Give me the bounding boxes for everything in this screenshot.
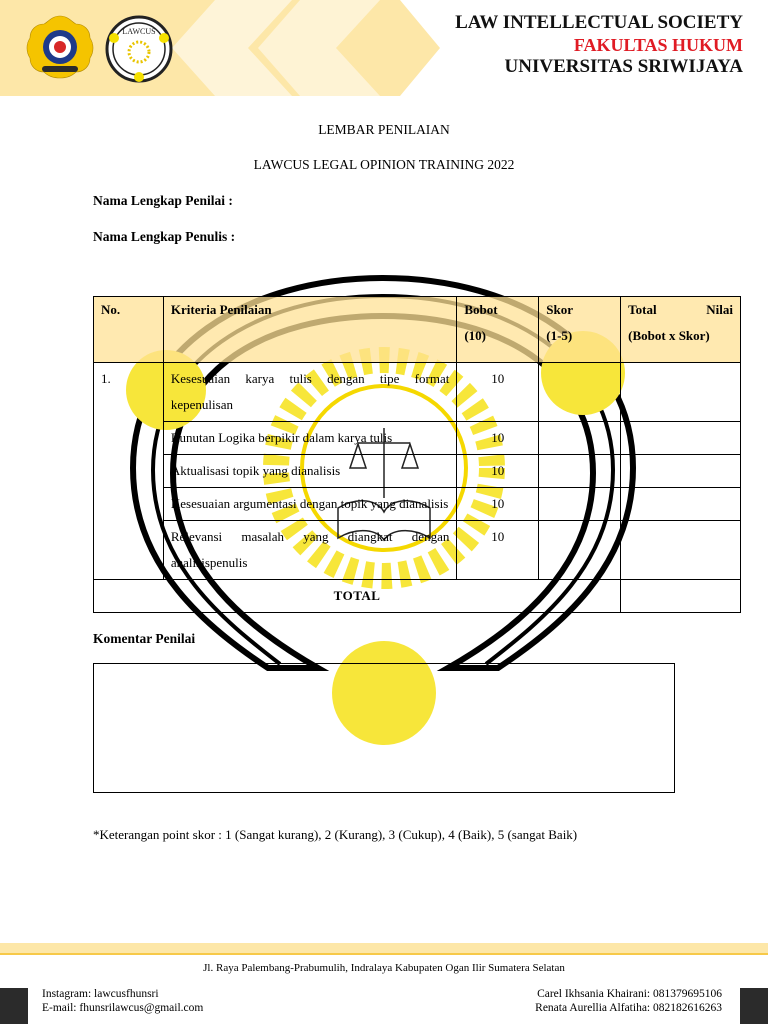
weight-cell: 10	[457, 521, 539, 580]
weight-cell: 10	[457, 422, 539, 455]
footer-address: Jl. Raya Palembang-Prabumulih, Indralaya Kabupaten Ogan Ilir Sumatera Selatan	[203, 962, 565, 974]
weight-cell: 10	[457, 455, 539, 488]
criteria-cell: Relevansi masalah yang diangkat dengan analisispenulis	[163, 521, 456, 580]
header-weight: Bobot (10)	[457, 297, 539, 363]
table-row	[94, 455, 741, 488]
total-cell[interactable]	[621, 521, 741, 580]
weight-cell: 10	[457, 363, 539, 422]
total-label: TOTAL	[94, 580, 621, 613]
lawcus-logo	[104, 14, 174, 84]
criteria-cell: Runutan Logika berpikir dalam karya tulis	[163, 422, 456, 455]
row-number: 1.	[94, 363, 164, 580]
document-title: LEMBAR PENILAIAN	[318, 122, 450, 137]
document-subtitle: LAWCUS LEGAL OPINION TRAINING 2022	[253, 157, 515, 172]
score-cell[interactable]	[539, 455, 621, 488]
table-row	[94, 521, 741, 580]
assessor-name-label: Nama Lengkap Penilai :	[93, 193, 233, 208]
assessment-table	[93, 296, 741, 613]
score-cell[interactable]	[539, 488, 621, 521]
comment-label: Komentar Penilai	[93, 631, 196, 646]
footer-contact-1: Carel Ikhsania Khairani: 081379695106	[537, 988, 722, 1000]
score-cell[interactable]	[539, 521, 621, 580]
footer-email: E-mail: fhunsrilawcus@gmail.com	[42, 1002, 204, 1014]
weight-cell: 10	[457, 488, 539, 521]
university-logo	[24, 14, 96, 80]
score-cell[interactable]	[539, 363, 621, 422]
footer-corner-right	[740, 988, 768, 1024]
table-header-row	[94, 297, 741, 363]
lawcus-logo-text: LAWCUS	[122, 27, 156, 36]
footer-contact-2: Renata Aurellia Alfatiha: 082182616263	[535, 1002, 722, 1014]
criteria-cell: Kesesuaian karya tulis dengan tipe format kepenulisan	[163, 363, 456, 422]
header-total: Total Nilai (Bobot x Skor)	[621, 297, 741, 363]
total-cell[interactable]	[621, 363, 741, 422]
grand-total-cell[interactable]	[621, 580, 741, 613]
total-cell[interactable]	[621, 422, 741, 455]
footer-corner-left	[0, 988, 28, 1024]
header-no: No.	[94, 297, 164, 363]
criteria-cell: Aktualisasi topik yang dianalisis	[163, 455, 456, 488]
header-score: Skor (1-5)	[539, 297, 621, 363]
score-legend-note: *Keterangan point skor : 1 (Sangat kurang), 2 (Kurang), 3 (Cukup), 4 (Baik), 5 (sangat Baik)	[93, 827, 578, 842]
total-cell[interactable]	[621, 488, 741, 521]
criteria-cell: Kesesuaian argumentasi dengan topik yang dianalisis	[163, 488, 456, 521]
total-cell[interactable]	[621, 455, 741, 488]
org-line-2: FAKULTAS HUKUM	[573, 35, 743, 55]
header-criteria: Kriteria Penilaian	[163, 297, 456, 363]
org-line-3: UNIVERSITAS SRIWIJAYA	[504, 56, 743, 77]
letterhead	[0, 0, 768, 96]
footer-instagram: Instagram: lawcusfhunsri	[42, 988, 159, 1000]
table-row	[94, 488, 741, 521]
footer-contacts	[535, 987, 722, 1015]
table-row	[94, 422, 741, 455]
footer-social	[42, 987, 203, 1015]
table-row	[94, 363, 741, 422]
score-cell[interactable]	[539, 422, 621, 455]
footer-decoration	[0, 943, 768, 955]
total-row	[94, 580, 741, 613]
comment-box[interactable]	[93, 663, 675, 793]
org-line-1: LAW INTELLECTUAL SOCIETY	[455, 12, 743, 33]
writer-name-label: Nama Lengkap Penulis :	[93, 229, 236, 244]
organization-name	[455, 12, 743, 78]
